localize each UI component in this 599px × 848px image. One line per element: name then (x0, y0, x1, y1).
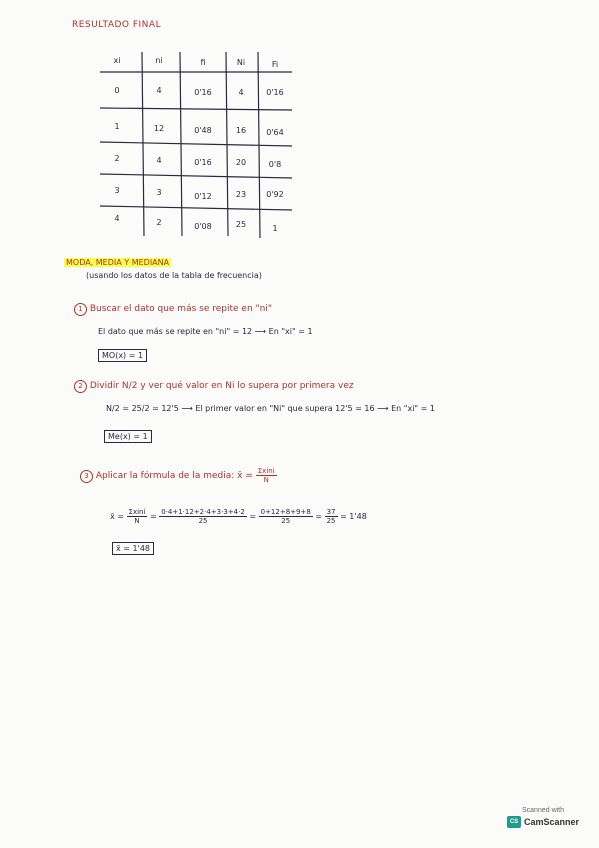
section-heading (64, 258, 171, 267)
step2-line (106, 404, 435, 413)
step2-line-b: = 12'5 ⟶ El primer valor en "Ni" que supera 12'5 = 16 ⟶ En "xi" = 1 (152, 404, 435, 413)
calc-frac-2-num: 0·4+1·12+2·4+3·3+4·2 (161, 508, 245, 516)
step2-text-b: y ver qué valor en Ni lo supera por primera vez (140, 381, 354, 391)
calc-frac-1-den: N (134, 517, 140, 525)
header-Ni: Ni (236, 58, 246, 67)
step2-instruction (74, 380, 354, 393)
section-subheading: (usando los datos de la tabla de frecuencia) (86, 271, 262, 280)
header-Fi: Fi (271, 60, 279, 69)
header-ni: ni (155, 56, 163, 65)
step3-result (112, 542, 154, 555)
table-grid (100, 50, 292, 240)
step1-instruction (74, 303, 272, 316)
step1-line: El dato que más se repite en "ni" = 12 ⟶ En "xi" = 1 (98, 327, 313, 336)
mediana-result: Me(x) = 1 (104, 430, 152, 443)
step3-formula-den: N (263, 476, 269, 484)
step2-frac-num: N (121, 381, 129, 391)
section-heading-text: MODA, MEDIA Y MEDIANA (66, 258, 170, 267)
step2-result (104, 430, 152, 443)
step2-text-a: Dividir (89, 381, 120, 391)
table-cell: 0'8 (268, 160, 282, 169)
step2-line-frac-den: 2 (144, 404, 150, 413)
table-cell: 2 (114, 154, 120, 163)
step3-formula-frac (256, 467, 277, 484)
step3-formula-lhs: x̄ = (237, 471, 253, 481)
header-xi: xi (113, 56, 121, 65)
step2-line-frac: 25/2 (131, 404, 150, 413)
table-cell: 16 (235, 126, 247, 135)
media-result: x̄ = 1'48 (112, 542, 154, 555)
step2-frac-den: 2 (131, 381, 138, 391)
badge-scanned-with: Scanned with (521, 807, 565, 814)
table-cell: 4 (114, 214, 120, 223)
step1-result (98, 349, 147, 362)
table-cell: 0'48 (194, 126, 212, 135)
calc-result: = 1'48 (340, 512, 367, 521)
calc-frac-2-den: 25 (198, 517, 208, 525)
page-title: RESULTADO FINAL (72, 20, 162, 30)
step1-text: Buscar el dato que más se repite en "ni" (89, 304, 272, 314)
table-cell: 0'64 (266, 128, 284, 137)
calc-frac-4 (325, 508, 338, 525)
calc-frac-3-num: 0+12+8+9+8 (260, 508, 311, 516)
table-cell: 2 (156, 218, 162, 227)
mean-calculation: x̄ = $\frac{\text{Σxini}}{N}$ = $\frac{0\cdot 4+1\cdot 12+2\cdot 4+3\cdot 3+4\cdot 2}{25}$ = $\frac{0+12+8+9+8}{25}$ = $\frac{37}{25}$ = 1'48 (110, 508, 367, 525)
table-cell: 1 (272, 224, 278, 233)
step2-line-frac-num: 25 (131, 404, 142, 413)
step1-number: 1 (74, 303, 87, 316)
table-cell: 23 (235, 190, 247, 199)
table-cell: 0'16 (194, 158, 212, 167)
badge-brand (500, 816, 586, 828)
table-cell: 4 (156, 86, 162, 95)
step3-text: Aplicar la fórmula de la media: (95, 471, 235, 481)
table-cell: 0'16 (266, 88, 284, 97)
table-cell: 4 (238, 88, 244, 97)
table-cell: 4 (156, 156, 162, 165)
step3-instruction (80, 467, 277, 484)
step2-line-a: N/2 = (106, 404, 130, 413)
table-cell: 0 (114, 86, 120, 95)
table-cell: 12 (153, 124, 165, 133)
calc-lhs: x̄ = (110, 512, 124, 521)
calc-frac-2 (159, 508, 247, 525)
calc-frac-3-den: 25 (281, 517, 291, 525)
table-cell: 0'12 (194, 192, 212, 201)
header-fi: fi (200, 58, 206, 67)
step2-number: 2 (74, 380, 87, 393)
table-cell: 25 (235, 220, 247, 229)
table-cell: 0'08 (194, 222, 212, 231)
table-cell: 0'16 (194, 88, 212, 97)
frequency-table (100, 50, 292, 240)
step3-number: 3 (80, 470, 93, 483)
table-cell: 3 (114, 186, 120, 195)
calc-frac-1-num: Σxini (128, 508, 146, 516)
calc-frac-1 (127, 508, 148, 525)
camscanner-badge (500, 807, 586, 839)
step3-formula-num: Σxini (257, 467, 275, 475)
camscanner-logo-icon: CS (507, 816, 521, 828)
moda-result: MO(x) = 1 (98, 349, 147, 362)
table-cell: 1 (114, 122, 120, 131)
calc-frac-3 (259, 508, 313, 525)
calc-frac-4-num: 37 (326, 508, 336, 516)
table-cell: 3 (156, 188, 162, 197)
step2-frac: N/2 (121, 381, 138, 391)
table-cell: 20 (235, 158, 247, 167)
calc-frac-4-den: 25 (326, 517, 336, 525)
table-cell: 0'92 (266, 190, 284, 199)
badge-brand-name: CamScanner (523, 817, 580, 827)
